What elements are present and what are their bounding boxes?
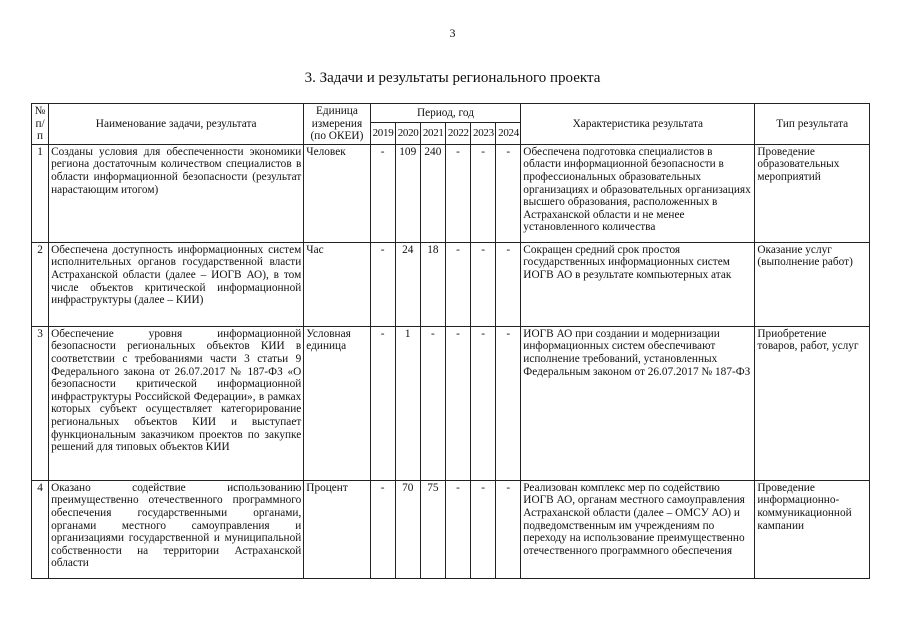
row-value: 109: [395, 144, 420, 242]
header-year: 2022: [445, 122, 470, 144]
row-value: -: [471, 480, 496, 578]
results-table: [31, 103, 870, 579]
header-year: 2023: [471, 122, 496, 144]
row-num: 3: [32, 326, 49, 480]
row-value: -: [445, 480, 470, 578]
page-number: 3: [449, 26, 456, 40]
header-characteristic: Характеристика результата: [521, 104, 755, 145]
row-value: -: [370, 144, 395, 242]
row-num: 4: [32, 480, 49, 578]
row-value: -: [445, 144, 470, 242]
row-value: 70: [395, 480, 420, 578]
row-value: 1: [395, 326, 420, 480]
row-value: 18: [420, 242, 445, 326]
header-period: Период, год: [370, 104, 521, 123]
row-name: Оказано содействие использованию преимущественно отечественного программного обеспечения государственными органами, органами местного самоуправления и организациями государственной и муниципальной собственности на территории Астраханской области: [49, 480, 304, 578]
row-value: -: [370, 326, 395, 480]
row-name: Обеспечена доступность информационных систем исполнительных органов государственной власти Астраханской области (далее – ИОГВ АО), в том числе объектов критической информационной инфраструктуры (далее – КИИ): [49, 242, 304, 326]
header-unit: Единица измерения (по ОКЕИ): [304, 104, 370, 145]
row-value: -: [471, 242, 496, 326]
row-value: 75: [420, 480, 445, 578]
row-value: -: [370, 242, 395, 326]
row-characteristic: Сокращен средний срок простоя государственных информационных систем ИОГВ АО в результате компьютерных атак: [521, 242, 755, 326]
row-unit: Человек: [304, 144, 370, 242]
row-value: -: [496, 242, 521, 326]
row-name: Обеспечение уровня информационной безопасности региональных объектов КИИ в соответствии с требованиями части 3 статьи 9 Федерального закона от 26.07.2017 № 187-ФЗ «О безопасности критической информационной инфраструктуры Российской Федерации», в рамках которых субъект осуществляет категорирование региональных объектов КИИ и выступает функциональным заказчиком проектов по закупке решений для типовых объектов КИИ: [49, 326, 304, 480]
row-type: Проведение информационно-коммуникационной кампании: [755, 480, 870, 578]
row-unit: Условная единица: [304, 326, 370, 480]
section-title: 3. Задачи и результаты регионального проекта: [304, 70, 601, 86]
row-characteristic: ИОГВ АО при создании и модернизации информационных систем обеспечивают исполнение требований, установленных Федеральным законом от 26.07.2017 № 187-ФЗ: [521, 326, 755, 480]
row-value: 240: [420, 144, 445, 242]
header-name: Наименование задачи, результата: [49, 104, 304, 145]
table-row: [32, 326, 870, 480]
table-row: [32, 144, 870, 242]
row-value: -: [471, 144, 496, 242]
header-num: № п/п: [32, 104, 49, 145]
header-row-1: [32, 104, 870, 123]
row-value: -: [496, 144, 521, 242]
row-characteristic: Обеспечена подготовка специалистов в области информационной безопасности в профессиональных образовательных организациях и образовательных организациях высшего образования, расположенных в Астраханской области и не менее установленного количества: [521, 144, 755, 242]
row-value: -: [471, 326, 496, 480]
row-type: Оказание услуг (выполнение работ): [755, 242, 870, 326]
table-row: [32, 242, 870, 326]
row-value: 24: [395, 242, 420, 326]
row-num: 1: [32, 144, 49, 242]
row-unit: Процент: [304, 480, 370, 578]
row-value: -: [496, 326, 521, 480]
table-row: [32, 480, 870, 578]
row-unit: Час: [304, 242, 370, 326]
row-num: 2: [32, 242, 49, 326]
row-value: -: [445, 326, 470, 480]
row-value: -: [370, 480, 395, 578]
row-value: -: [496, 480, 521, 578]
row-name: Созданы условия для обеспеченности экономики региона достаточным количеством специалистов в области информационной безопасности (результат нарастающим итогом): [49, 144, 304, 242]
row-value: -: [420, 326, 445, 480]
header-type: Тип результата: [755, 104, 870, 145]
row-type: Проведение образовательных мероприятий: [755, 144, 870, 242]
row-type: Приобретение товаров, работ, услуг: [755, 326, 870, 480]
row-value: -: [445, 242, 470, 326]
header-year: 2021: [420, 122, 445, 144]
header-year: 2019: [370, 122, 395, 144]
row-characteristic: Реализован комплекс мер по содействию ИОГВ АО, органам местного самоуправления Астраханской области (далее – ОМСУ АО) и подведомственным им учреждениям по переходу на использование преимущественно отечественного программного обеспечения: [521, 480, 755, 578]
header-year: 2024: [496, 122, 521, 144]
header-year: 2020: [395, 122, 420, 144]
